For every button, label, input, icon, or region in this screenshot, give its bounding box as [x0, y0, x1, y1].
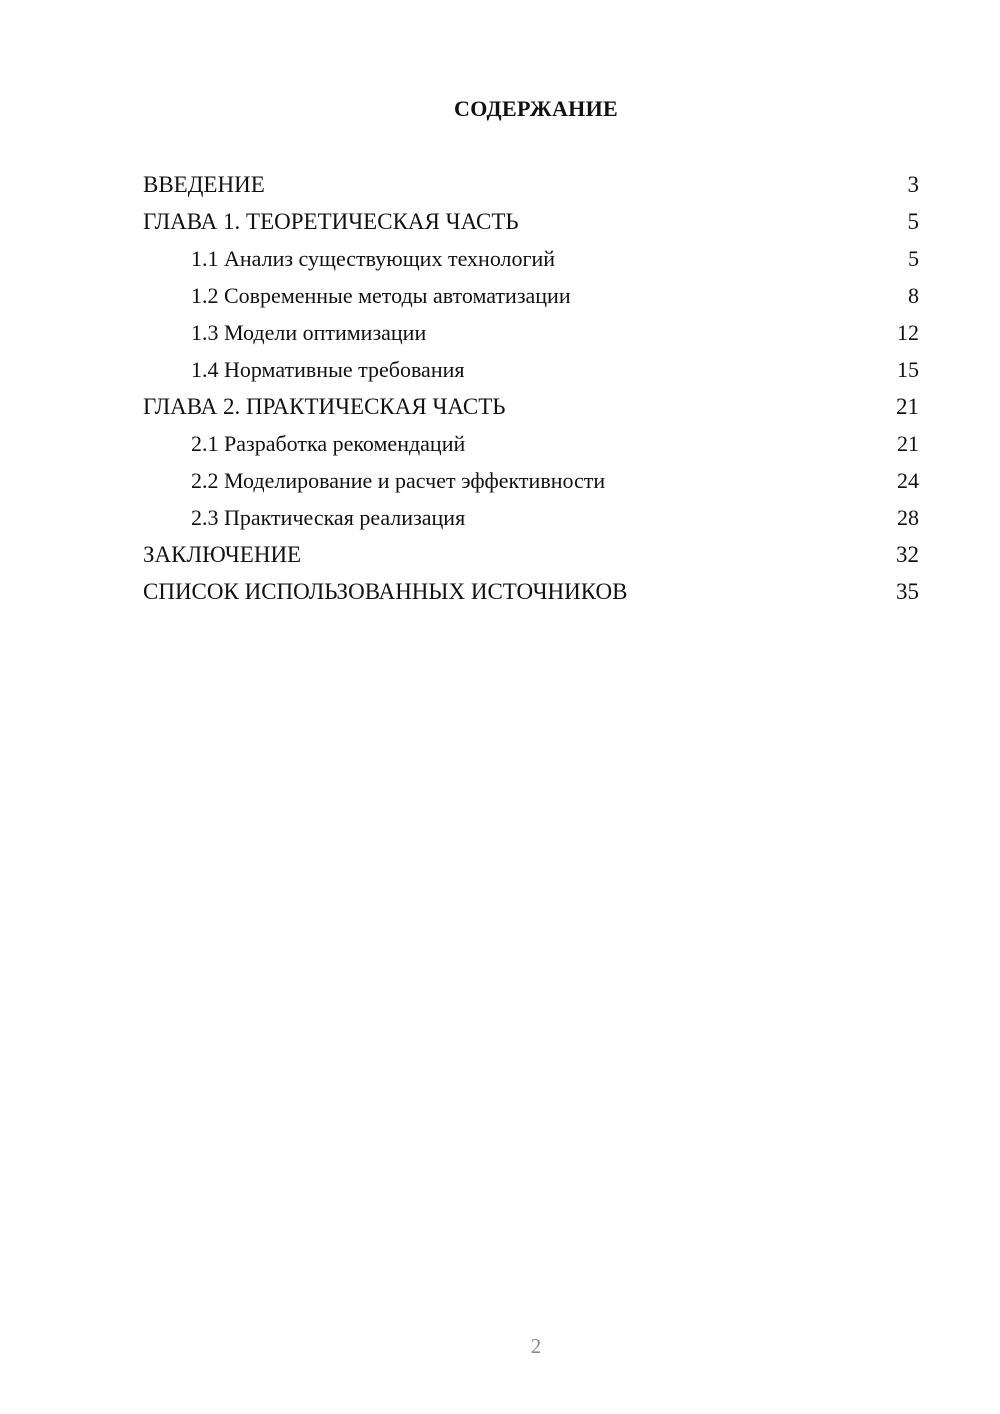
toc-entry-section-1-2[interactable] — [143, 277, 919, 314]
toc-entry-label: ЗАКЛЮЧЕНИЕ — [143, 542, 302, 567]
toc-entry-page: 3 — [907, 172, 919, 197]
toc-entry-page: 32 — [896, 542, 919, 567]
toc-entry-label: 1.2 Современные методы автоматизации — [191, 283, 571, 308]
toc-entry-label: ВВЕДЕНИЕ — [143, 172, 265, 197]
toc-entry-page: 12 — [897, 320, 919, 345]
toc-entry-page: 8 — [908, 283, 919, 308]
toc-entry-label: 1.4 Нормативные требования — [191, 357, 465, 382]
toc-entry-page: 28 — [897, 505, 919, 530]
toc-entry-section-1-1[interactable] — [143, 240, 919, 277]
toc-entry-label: 2.3 Практическая реализация — [191, 505, 466, 530]
page-number: 2 — [530, 1334, 542, 1358]
toc-entry-chapter-1[interactable] — [143, 203, 919, 240]
toc-entry-conclusion[interactable] — [143, 536, 919, 573]
toc-entry-page: 35 — [896, 579, 919, 604]
toc-entry-label: 2.1 Разработка рекомендаций — [191, 431, 466, 456]
toc-entry-page: 21 — [896, 394, 919, 419]
toc-entry-label: 1.3 Модели оптимизации — [191, 320, 427, 345]
toc-entry-introduction[interactable] — [143, 166, 919, 203]
toc-entry-chapter-2[interactable] — [143, 388, 919, 425]
toc-entry-label: СПИСОК ИСПОЛЬЗОВАННЫХ ИСТОЧНИКОВ — [143, 579, 628, 604]
toc-entry-page: 5 — [908, 246, 919, 271]
toc-entry-page: 21 — [897, 431, 919, 456]
toc-entry-page: 15 — [897, 357, 919, 382]
toc-entry-label: ГЛАВА 2. ПРАКТИЧЕСКАЯ ЧАСТЬ — [143, 394, 506, 419]
toc-entry-section-2-1[interactable] — [143, 425, 919, 462]
toc-entry-page: 5 — [907, 209, 919, 234]
toc-entry-label: 2.2 Моделирование и расчет эффективности — [191, 468, 606, 493]
toc-entry-references[interactable] — [143, 573, 919, 610]
page-title: СОДЕРЖАНИЕ — [454, 96, 618, 121]
toc-entry-section-1-3[interactable] — [143, 314, 919, 351]
toc-entry-section-2-2[interactable] — [143, 462, 919, 499]
toc-entry-section-1-4[interactable] — [143, 351, 919, 388]
toc-entry-section-2-3[interactable] — [143, 499, 919, 536]
toc-entry-page: 24 — [897, 468, 919, 493]
table-of-contents — [143, 166, 919, 610]
toc-entry-label: 1.1 Анализ существующих технологий — [191, 246, 556, 271]
toc-entry-label: ГЛАВА 1. ТЕОРЕТИЧЕСКАЯ ЧАСТЬ — [143, 209, 519, 234]
